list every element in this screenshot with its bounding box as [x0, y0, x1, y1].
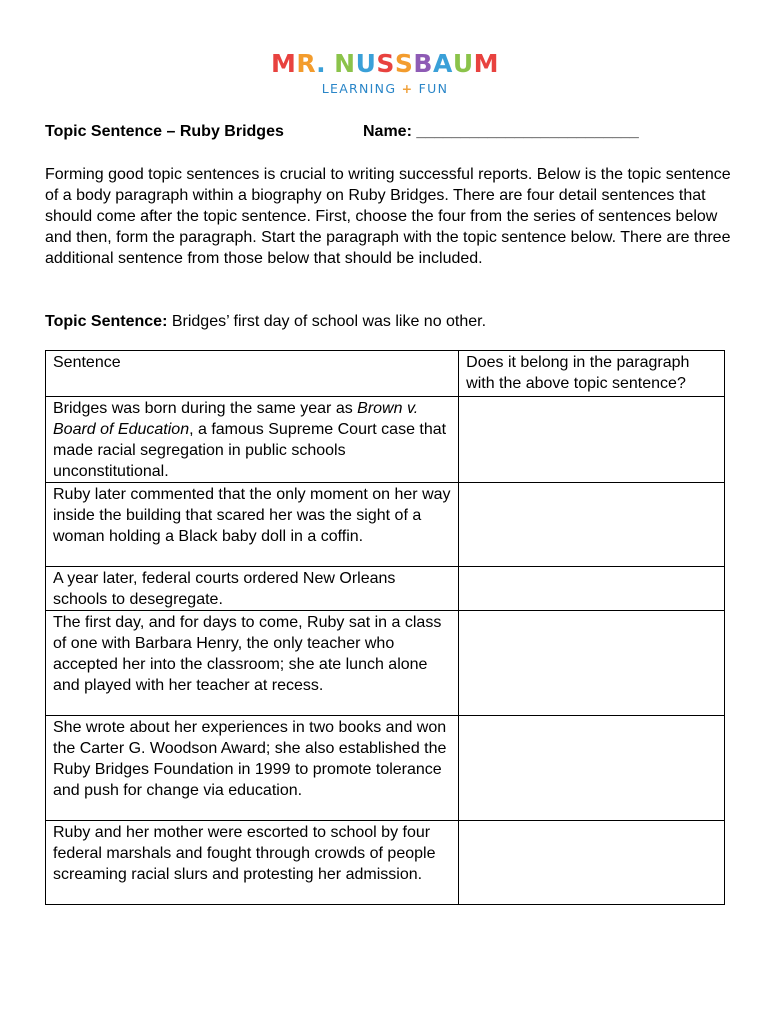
sentence-text: Ruby and her mother were escorted to school by four federal marshals and fought through crowds of people screaming racial slurs and protesting her admission. — [53, 824, 436, 883]
logo-letter: R — [296, 49, 317, 78]
sentence-cell — [46, 397, 459, 483]
sentence-text: Bridges was born during the same year as — [53, 400, 358, 417]
logo-letter: B — [413, 49, 433, 78]
answer-cell[interactable] — [459, 716, 725, 821]
answer-cell[interactable] — [459, 483, 725, 567]
logo-letter: U — [452, 49, 474, 78]
logo-wordmark — [0, 50, 770, 78]
logo-tagline — [0, 81, 770, 97]
sentence-text: A year later, federal courts ordered New Orleans schools to desegregate. — [53, 570, 396, 608]
plus-icon: + — [401, 81, 414, 96]
table-row — [46, 611, 725, 716]
answer-cell[interactable] — [459, 821, 725, 905]
sentence-text-continued: , a famous Supreme Court case that made racial segregation in public schools unconstitutional. — [53, 421, 447, 480]
name-field-label: Name: _________________________ — [363, 123, 639, 140]
sentence-cell — [46, 483, 459, 567]
sentence-cell — [46, 611, 459, 716]
sentence-text: Ruby later commented that the only moment on her way inside the building that scared her was the sight of a woman holding a Black baby doll in a coffin. — [53, 486, 451, 545]
table-row — [46, 716, 725, 821]
answer-cell[interactable] — [459, 567, 725, 611]
sentence-cell — [46, 821, 459, 905]
mr-nussbaum-logo — [0, 50, 770, 97]
topic-sentence-text: Bridges’ first day of school was like no other. — [167, 313, 487, 330]
topic-sentence — [45, 311, 735, 332]
logo-letter: N — [334, 49, 356, 78]
sentence-cell — [46, 567, 459, 611]
topic-sentence-label: Topic Sentence: — [45, 313, 168, 330]
answer-cell[interactable] — [459, 611, 725, 716]
tagline-fun: FUN — [418, 81, 449, 96]
table-header-row — [46, 351, 725, 397]
logo-letter: S — [376, 49, 395, 78]
sentence-cell — [46, 716, 459, 821]
instructions-paragraph: Forming good topic sentences is crucial to writing successful reports. Below is the topic sentence of a body paragraph within a biography on Ruby Bridges. There are four detail sentences that should come after the topic sentence. First, choose the four from the series of sentences below and then, form the paragraph. Start the paragraph with the topic sentence below. There are three additional sentence from those below that should be included. — [45, 166, 731, 267]
table-row — [46, 483, 725, 567]
table-row — [46, 821, 725, 905]
logo-letter: . — [316, 49, 327, 78]
logo-letter: S — [394, 49, 414, 78]
logo-letter: M — [473, 49, 500, 78]
logo-letter: U — [355, 49, 377, 78]
header-sentence: Sentence — [46, 351, 459, 397]
header-belongs: Does it belong in the paragraph with the above topic sentence? — [459, 351, 725, 397]
logo-letter: A — [432, 49, 453, 78]
sentence-text: She wrote about her experiences in two books and won the Carter G. Woodson Award; she also established the Ruby Bridges Foundation in 1999 to promote tolerance and push for change via education. — [53, 719, 447, 799]
worksheet-title: Topic Sentence – Ruby Bridges — [45, 123, 284, 140]
sentence-italic-text: Brown v. Board of Education — [53, 400, 419, 438]
table-row — [46, 567, 725, 611]
sentence-table — [45, 350, 725, 905]
answer-cell[interactable] — [459, 397, 725, 483]
logo-letter: M — [270, 49, 297, 78]
sentence-text: The first day, and for days to come, Ruby sat in a class of one with Barbara Henry, the only teacher who accepted her into the classroom; she ate lunch alone and played with her teacher at recess. — [53, 614, 442, 694]
tagline-learning: LEARNING — [321, 81, 397, 96]
table-row — [46, 397, 725, 483]
